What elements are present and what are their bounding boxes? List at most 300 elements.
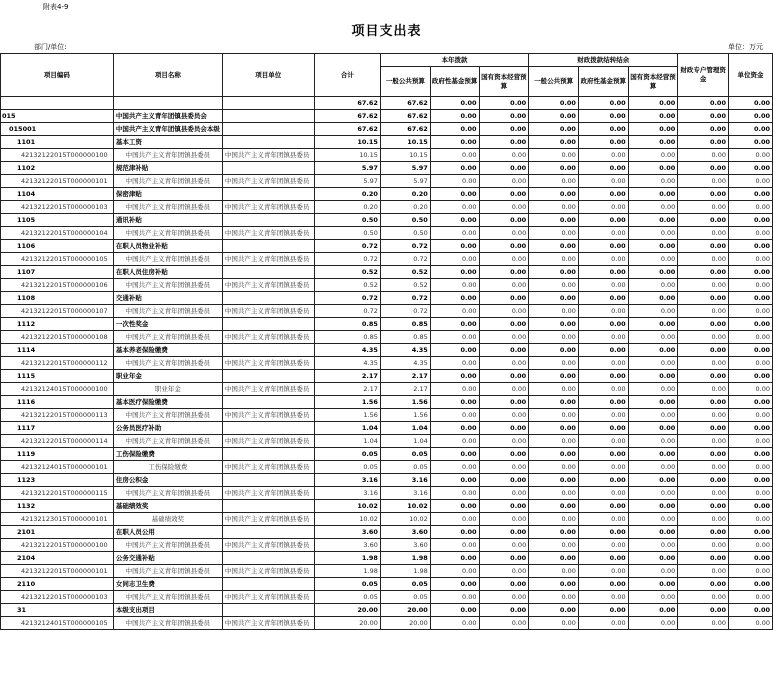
cell-code: 42132122015T000000103 [1,201,114,214]
cell-value: 0.00 [578,578,628,591]
cell-value: 0.00 [430,435,479,448]
cell-code: 31 [1,604,114,617]
cell-unit: 中国共产主义青年团镇县委员 [222,331,314,344]
cell-value: 0.00 [678,188,729,201]
cell-value: 0.00 [628,500,678,513]
cell-unit: 中国共产主义青年团镇县委员 [222,487,314,500]
table-body [1,97,773,630]
table-row [1,279,773,292]
cell-value: 0.00 [430,513,479,526]
cell-value: 0.00 [479,279,529,292]
cell-value: 0.50 [380,227,430,240]
cell-value: 0.00 [728,344,772,357]
cell-unit [222,500,314,513]
cell-value: 10.02 [314,500,380,513]
cell-code: 1101 [1,136,114,149]
cell-value: 0.00 [578,591,628,604]
cell-value: 0.00 [430,578,479,591]
cell-value: 0.00 [529,539,579,552]
cell-value: 0.00 [628,266,678,279]
cell-name: 交通补贴 [113,292,222,305]
table-row [1,162,773,175]
cell-value: 0.00 [578,318,628,331]
cell-name: 职业年金 [113,383,222,396]
cell-code [1,97,114,110]
cell-value: 0.00 [529,175,579,188]
cell-value: 0.72 [380,292,430,305]
cell-value: 0.00 [529,448,579,461]
cell-value: 0.00 [529,279,579,292]
cell-value: 0.00 [678,422,729,435]
cell-value: 2.17 [314,383,380,396]
cell-value: 10.15 [314,149,380,162]
cell-value: 0.05 [380,461,430,474]
cell-value: 3.16 [380,487,430,500]
cell-name: 中国共产主义青年团镇县委员 [113,565,222,578]
cell-name: 基本工资 [113,136,222,149]
cell-value: 0.00 [479,474,529,487]
cell-value: 1.04 [380,422,430,435]
cell-value: 0.00 [678,253,729,266]
cell-value: 0.00 [678,396,729,409]
cell-value: 0.00 [728,266,772,279]
cell-value: 0.00 [678,292,729,305]
cell-value: 0.00 [628,357,678,370]
cell-value: 0.00 [678,357,729,370]
cell-value: 0.00 [628,227,678,240]
cell-value: 0.00 [728,539,772,552]
table-row [1,474,773,487]
cell-code: 42132122015T000000104 [1,227,114,240]
cell-value: 0.00 [728,565,772,578]
cell-value: 67.62 [380,123,430,136]
cell-value: 0.00 [479,396,529,409]
cell-value: 0.00 [430,383,479,396]
cell-value: 0.00 [479,422,529,435]
cell-value: 3.16 [314,487,380,500]
cell-value: 0.00 [728,383,772,396]
cell-value: 0.00 [529,162,579,175]
cell-value: 0.00 [628,188,678,201]
cell-value: 10.02 [380,500,430,513]
cell-value: 0.00 [578,331,628,344]
cell-value: 0.00 [578,123,628,136]
cell-value: 0.00 [430,136,479,149]
cell-value: 0.00 [728,435,772,448]
cell-value: 0.00 [430,591,479,604]
cell-unit: 中国共产主义青年团镇县委员 [222,617,314,630]
cell-code: 42132122015T000000113 [1,409,114,422]
cell-value: 0.00 [678,461,729,474]
cell-code: 2101 [1,526,114,539]
cell-value: 0.00 [628,409,678,422]
cell-value: 0.05 [380,591,430,604]
table-row [1,331,773,344]
cell-value: 0.00 [529,591,579,604]
cell-value: 1.56 [380,409,430,422]
cell-value: 0.00 [728,253,772,266]
cell-value: 0.00 [628,279,678,292]
cell-value: 0.00 [430,318,479,331]
cell-value: 0.00 [529,123,579,136]
cell-name: 保密津贴 [113,188,222,201]
cell-unit [222,214,314,227]
cell-value: 0.00 [529,565,579,578]
cell-value: 0.00 [678,279,729,292]
cell-value: 0.00 [529,552,579,565]
cell-value: 0.00 [529,396,579,409]
cell-value: 0.00 [628,331,678,344]
header-total: 合计 [314,54,380,97]
cell-value: 0.00 [678,591,729,604]
cell-value: 0.00 [479,227,529,240]
cell-unit [222,110,314,123]
cell-value: 0.00 [529,461,579,474]
cell-name: 工伤保险缴费 [113,461,222,474]
cell-code: 1106 [1,240,114,253]
cell-value: 0.00 [479,604,529,617]
cell-code: 42132122015T000000115 [1,487,114,500]
cell-value: 0.00 [430,240,479,253]
cell-value: 0.00 [529,526,579,539]
cell-value: 0.72 [314,292,380,305]
cell-value: 0.00 [479,344,529,357]
cell-value: 0.52 [380,279,430,292]
cell-value: 0.00 [728,149,772,162]
cell-value: 0.20 [314,188,380,201]
cell-code: 1112 [1,318,114,331]
cell-value: 0.00 [728,513,772,526]
cell-name: 中国共产主义青年团镇县委员 [113,617,222,630]
cell-value: 0.00 [728,422,772,435]
cell-value: 0.00 [529,383,579,396]
cell-value: 0.00 [628,136,678,149]
cell-unit: 中国共产主义青年团镇县委员 [222,565,314,578]
cell-unit [222,188,314,201]
cell-value: 1.04 [314,435,380,448]
cell-unit [222,422,314,435]
cell-value: 0.00 [728,617,772,630]
cell-value: 10.15 [380,136,430,149]
cell-value: 0.00 [479,448,529,461]
cell-value: 0.00 [678,227,729,240]
cell-value: 0.00 [479,175,529,188]
cell-name: 在职人员住房补贴 [113,266,222,279]
cell-value: 0.00 [578,500,628,513]
cell-value: 0.00 [678,617,729,630]
cell-code: 1104 [1,188,114,201]
table-row [1,487,773,500]
cell-value: 0.00 [728,396,772,409]
cell-value: 5.97 [380,175,430,188]
cell-value: 3.60 [314,539,380,552]
cell-value: 0.00 [678,487,729,500]
cell-unit: 中国共产主义青年团镇县委员 [222,201,314,214]
cell-value: 0.00 [529,318,579,331]
cell-value: 0.00 [678,214,729,227]
cell-unit [222,604,314,617]
cell-value: 0.00 [529,487,579,500]
cell-value: 1.56 [380,396,430,409]
cell-code: 1115 [1,370,114,383]
cell-value: 0.00 [628,461,678,474]
header-soe-budget: 国有资本经营预算 [479,67,529,97]
cell-name: 一次性奖金 [113,318,222,331]
cell-value: 0.00 [578,214,628,227]
cell-value: 0.00 [479,253,529,266]
cell-value: 0.00 [529,409,579,422]
cell-value: 0.00 [628,344,678,357]
cell-code: 42132124015T000000100 [1,383,114,396]
cell-value: 3.60 [314,526,380,539]
table-row [1,370,773,383]
cell-value: 0.00 [578,136,628,149]
cell-value: 0.00 [628,487,678,500]
cell-code: 42132123015T000000101 [1,513,114,526]
cell-value: 0.00 [728,461,772,474]
cell-name: 基础绩效奖 [113,500,222,513]
cell-value: 0.00 [430,617,479,630]
cell-code: 42132122015T000000108 [1,331,114,344]
cell-value: 5.97 [314,162,380,175]
cell-value: 0.00 [529,227,579,240]
cell-name: 中国共产主义青年团镇县委员 [113,591,222,604]
cell-code: 1116 [1,396,114,409]
cell-value: 0.00 [430,331,479,344]
cell-unit [222,396,314,409]
cell-code: 42132122015T000000103 [1,591,114,604]
cell-value: 0.00 [529,149,579,162]
cell-value: 0.00 [578,279,628,292]
cell-code: 42132122015T000000106 [1,279,114,292]
cell-name: 中国共产主义青年团镇县委员 [113,149,222,162]
cell-value: 0.00 [479,513,529,526]
cell-unit [222,123,314,136]
cell-name: 中国共产主义青年团镇县委员会 [113,110,222,123]
cell-value: 0.00 [628,617,678,630]
cell-value: 0.00 [430,344,479,357]
cell-value: 0.00 [628,396,678,409]
table-row [1,448,773,461]
cell-value: 0.00 [430,461,479,474]
table-row [1,552,773,565]
cell-value: 0.00 [678,370,729,383]
cell-unit [222,474,314,487]
cell-value: 0.00 [678,578,729,591]
cell-value: 0.00 [479,149,529,162]
cell-value: 0.00 [728,214,772,227]
cell-unit: 中国共产主义青年团镇县委员 [222,357,314,370]
cell-value: 0.00 [578,539,628,552]
cell-unit: 中国共产主义青年团镇县委员 [222,383,314,396]
cell-value: 0.00 [628,149,678,162]
cell-value: 67.62 [314,97,380,110]
cell-value: 0.00 [479,526,529,539]
cell-value: 0.00 [728,292,772,305]
cell-name: 基本养老保险缴费 [113,344,222,357]
cell-value: 0.00 [728,240,772,253]
cell-value: 0.00 [578,461,628,474]
cell-value: 0.00 [479,565,529,578]
cell-value: 0.00 [529,578,579,591]
cell-value: 0.00 [529,214,579,227]
cell-value: 67.62 [314,110,380,123]
cell-value: 10.15 [380,149,430,162]
cell-value: 0.00 [628,370,678,383]
cell-value: 0.00 [728,97,772,110]
cell-value: 10.02 [314,513,380,526]
cell-code: 1132 [1,500,114,513]
cell-name: 基本医疗保险缴费 [113,396,222,409]
cell-value: 0.50 [314,227,380,240]
table-row [1,500,773,513]
cell-value: 1.04 [380,435,430,448]
cell-value: 0.00 [479,370,529,383]
table-row [1,175,773,188]
cell-value: 0.00 [728,500,772,513]
cell-value: 0.00 [479,162,529,175]
cell-value: 0.00 [578,253,628,266]
attachment-label: 附表4-9 [43,3,69,11]
cell-value: 0.00 [728,370,772,383]
cell-value: 0.00 [628,214,678,227]
cell-value: 10.02 [380,513,430,526]
cell-value: 0.00 [479,136,529,149]
cell-value: 0.00 [678,266,729,279]
cell-code: 42132122015T000000100 [1,539,114,552]
cell-value: 0.00 [678,435,729,448]
cell-value: 0.00 [578,162,628,175]
cell-value: 0.52 [314,266,380,279]
cell-value: 0.00 [430,357,479,370]
cell-value: 0.00 [578,149,628,162]
cell-value: 0.05 [380,578,430,591]
cell-value: 0.00 [628,474,678,487]
cell-value: 0.00 [728,318,772,331]
cell-value: 0.00 [578,604,628,617]
cell-value: 0.00 [479,617,529,630]
cell-value: 0.00 [529,136,579,149]
cell-name: 通讯补贴 [113,214,222,227]
header-carry-gov-fund: 政府性基金预算 [578,67,628,97]
cell-name: 本级支出项目 [113,604,222,617]
cell-value: 0.00 [628,123,678,136]
table-row [1,396,773,409]
cell-value: 0.00 [529,305,579,318]
cell-value: 0.00 [578,474,628,487]
cell-value: 0.00 [430,110,479,123]
table-row [1,617,773,630]
project-expense-table [0,53,773,630]
cell-value: 3.60 [380,526,430,539]
cell-code: 42132122015T000000100 [1,149,114,162]
header-current-year: 本年拨款 [380,54,528,67]
cell-value: 0.00 [728,357,772,370]
cell-value: 0.00 [578,552,628,565]
cell-value: 0.00 [678,331,729,344]
cell-value: 3.16 [380,474,430,487]
cell-value: 0.00 [430,396,479,409]
cell-value: 0.72 [314,240,380,253]
cell-name: 中国共产主义青年团镇县委员 [113,487,222,500]
cell-value: 0.00 [678,448,729,461]
cell-value: 0.00 [628,526,678,539]
cell-name: 中国共产主义青年团镇县委员会本级 [113,123,222,136]
cell-name: 中国共产主义青年团镇县委员 [113,331,222,344]
cell-value: 0.00 [529,188,579,201]
cell-value: 10.15 [314,136,380,149]
cell-value: 0.72 [380,305,430,318]
cell-value: 0.72 [380,240,430,253]
header-carry-general-budget: 一般公共预算 [529,67,579,97]
cell-code: 1123 [1,474,114,487]
cell-value: 0.00 [430,188,479,201]
cell-name: 中国共产主义青年团镇县委员 [113,409,222,422]
cell-value: 0.00 [728,474,772,487]
cell-unit: 中国共产主义青年团镇县委员 [222,149,314,162]
cell-value: 0.00 [479,383,529,396]
cell-value: 0.00 [479,591,529,604]
cell-unit: 中国共产主义青年团镇县委员 [222,253,314,266]
cell-value: 0.85 [314,318,380,331]
cell-name: 在职人员物业补贴 [113,240,222,253]
table-row [1,604,773,617]
cell-value: 0.00 [628,383,678,396]
cell-value: 0.00 [578,526,628,539]
cell-value: 0.00 [578,110,628,123]
cell-name: 职业年金 [113,370,222,383]
page-title: 项目支出表 [351,24,422,39]
cell-code: 1107 [1,266,114,279]
table-row [1,591,773,604]
cell-value: 0.00 [430,97,479,110]
cell-value: 2.17 [380,383,430,396]
cell-value: 0.00 [678,175,729,188]
cell-value: 0.00 [628,97,678,110]
cell-code: 1105 [1,214,114,227]
cell-unit [222,526,314,539]
cell-name: 中国共产主义青年团镇县委员 [113,357,222,370]
cell-value: 0.00 [479,409,529,422]
cell-value: 0.00 [578,175,628,188]
cell-name: 中国共产主义青年团镇县委员 [113,175,222,188]
cell-value: 0.00 [479,318,529,331]
cell-value: 0.00 [728,487,772,500]
cell-name: 中国共产主义青年团镇县委员 [113,435,222,448]
cell-value: 1.98 [380,552,430,565]
cell-value: 0.00 [479,123,529,136]
cell-value: 0.00 [678,409,729,422]
cell-value: 0.00 [728,526,772,539]
cell-value: 0.00 [479,357,529,370]
cell-name: 中国共产主义青年团镇县委员 [113,279,222,292]
cell-value: 0.00 [578,422,628,435]
cell-name: 中国共产主义青年团镇县委员 [113,253,222,266]
cell-value: 0.00 [678,149,729,162]
cell-value: 0.00 [728,604,772,617]
cell-value: 0.85 [380,318,430,331]
cell-value: 0.00 [430,539,479,552]
cell-value: 20.00 [380,617,430,630]
cell-value: 0.00 [430,409,479,422]
cell-value: 3.16 [314,474,380,487]
cell-value: 0.00 [430,201,479,214]
cell-value: 1.98 [380,565,430,578]
cell-value: 0.00 [728,110,772,123]
cell-unit: 中国共产主义青年团镇县委员 [222,461,314,474]
cell-value: 0.00 [728,136,772,149]
cell-value: 0.00 [430,487,479,500]
